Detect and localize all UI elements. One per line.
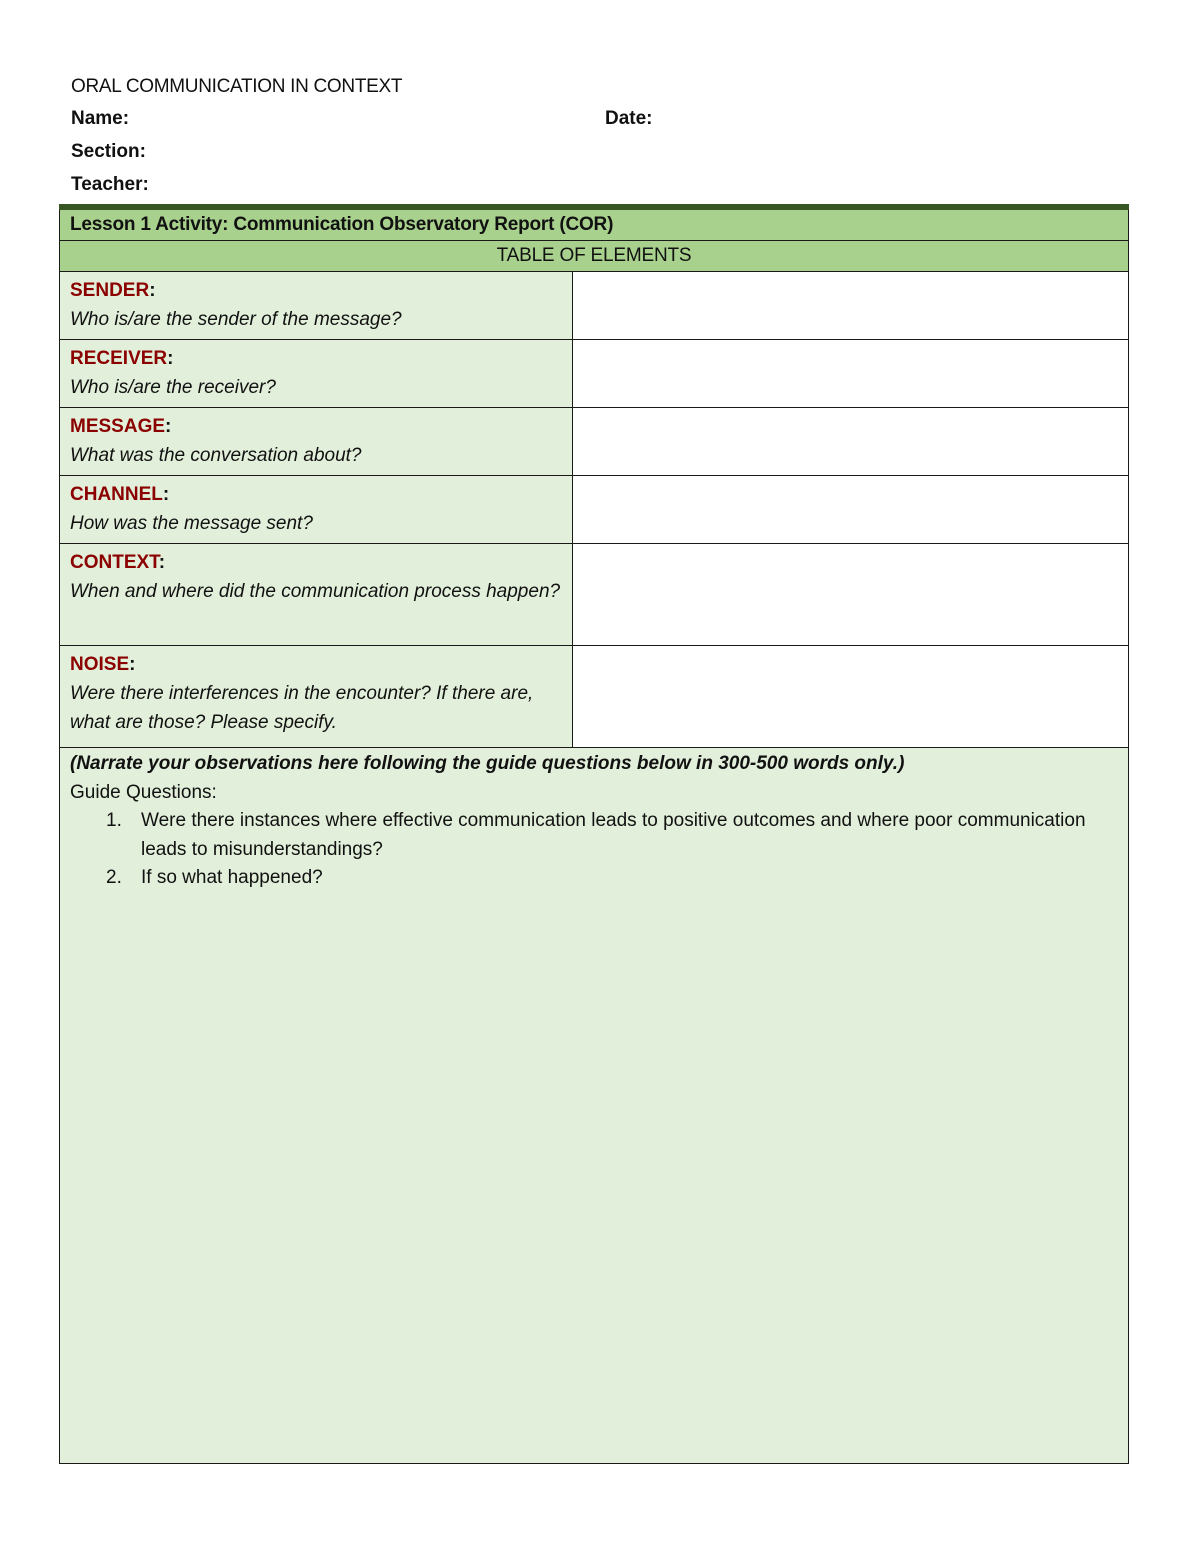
element-question: How was the message sent?: [70, 513, 313, 534]
guide-question-text: If so what happened?: [141, 867, 323, 888]
element-name: CONTEXT: [70, 552, 159, 573]
element-question: Who is/are the receiver?: [70, 377, 276, 398]
element-row-receiver: [60, 340, 1129, 408]
element-question: Who is/are the sender of the message?: [70, 309, 402, 330]
narration-instruction: (Narrate your observations here following the guide questions below in 300-500 words only.): [70, 753, 905, 774]
form-subtitle-row: [60, 241, 1129, 272]
element-row-channel: [60, 476, 1129, 544]
element-row-sender: [60, 272, 1129, 340]
narration-row: [60, 748, 1129, 1464]
guide-question-text: Were there instances where effective communication leads to positive outcomes and where poor communication leads to misunderstandings?: [141, 810, 1086, 860]
guide-question-number: 1.: [106, 810, 122, 831]
element-label-cell: RECEIVER: Who is/are the receiver?: [60, 340, 573, 408]
element-question: Were there interferences in the encounter? If there are, what are those? Please specify.: [70, 683, 534, 733]
element-label-cell: CONTEXT: When and where did the communication process happen?: [60, 544, 573, 646]
teacher-label: Teacher:: [71, 174, 149, 195]
guide-question-item: [70, 864, 1118, 893]
element-name: NOISE: [70, 654, 130, 675]
answer-field-receiver[interactable]: [573, 340, 1129, 408]
guide-questions-list: [70, 807, 1118, 893]
answer-field-noise[interactable]: [573, 646, 1129, 748]
answer-field-message[interactable]: [573, 408, 1129, 476]
form-title-row: [60, 207, 1129, 241]
guide-question-number: 2.: [106, 867, 122, 888]
date-label: Date:: [605, 108, 653, 129]
answer-field-channel[interactable]: [573, 476, 1129, 544]
element-row-noise: [60, 646, 1129, 748]
guide-question-item: [70, 807, 1118, 864]
document-header: [71, 72, 1131, 201]
narration-area[interactable]: [60, 748, 1129, 1464]
element-question: What was the conversation about?: [70, 445, 362, 466]
observation-report-form: [59, 204, 1128, 1464]
elements-table: [59, 204, 1129, 1464]
element-name: MESSAGE: [70, 416, 166, 437]
name-date-row: [71, 102, 1131, 135]
element-row-context: [60, 544, 1129, 646]
guide-questions-heading: Guide Questions:: [70, 781, 217, 803]
element-label-cell: SENDER: Who is/are the sender of the message?: [60, 272, 573, 340]
answer-field-context[interactable]: [573, 544, 1129, 646]
element-label-cell: NOISE: Were there interferences in the encounter? If there are, what are those? Please specify.: [60, 646, 573, 748]
element-name: RECEIVER: [70, 348, 168, 369]
form-title: Lesson 1 Activity: Communication Observatory Report (COR): [60, 207, 1129, 241]
form-subtitle: TABLE OF ELEMENTS: [60, 241, 1129, 272]
answer-field-sender[interactable]: [573, 272, 1129, 340]
element-label-cell: CHANNEL: How was the message sent?: [60, 476, 573, 544]
element-name: SENDER: [70, 280, 150, 301]
element-question: When and where did the communication process happen?: [70, 581, 561, 602]
name-label: Name:: [71, 108, 130, 129]
section-label: Section:: [71, 141, 146, 162]
element-label-cell: MESSAGE: What was the conversation about?: [60, 408, 573, 476]
element-name: CHANNEL: [70, 484, 163, 505]
document-title: ORAL COMMUNICATION IN CONTEXT: [71, 76, 403, 97]
element-row-message: [60, 408, 1129, 476]
